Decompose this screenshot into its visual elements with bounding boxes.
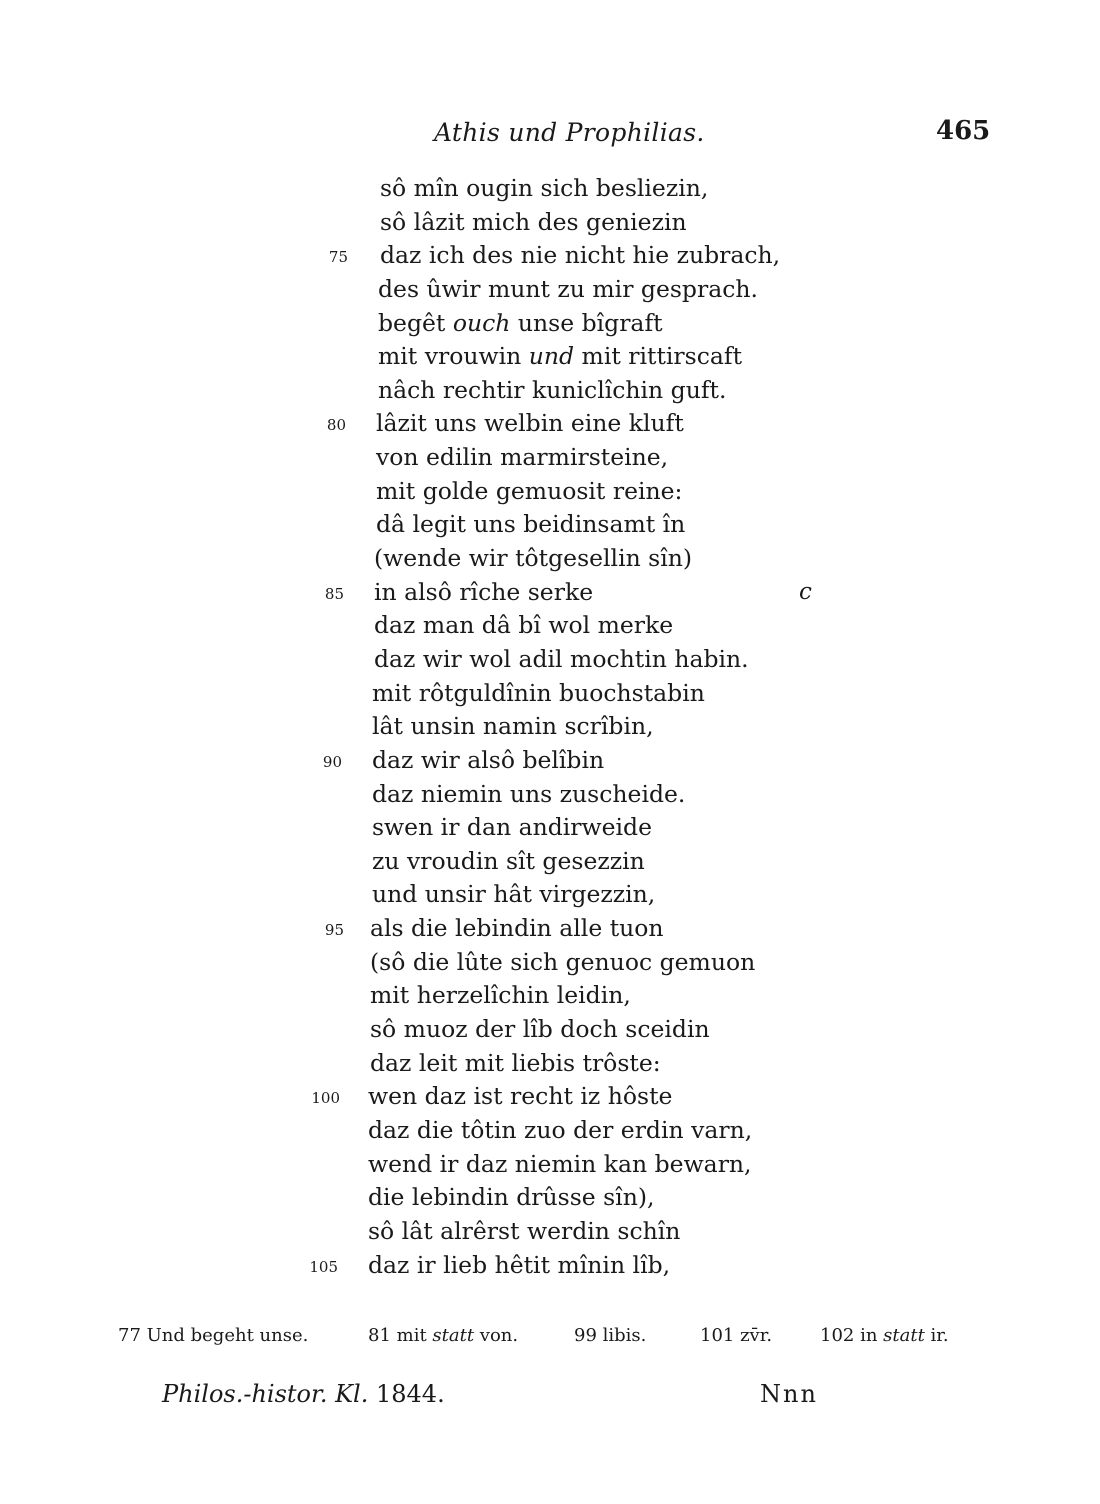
verse-text: (wende wir tôtgesellin sîn) xyxy=(374,544,693,573)
verse-line xyxy=(0,677,1100,711)
verse-text: daz niemin uns zuscheide. xyxy=(372,779,686,808)
verse-line xyxy=(0,1181,1100,1215)
verse-line xyxy=(0,744,1100,778)
verse-text: begêt ouch unse bîgraft xyxy=(378,308,663,337)
page-number: 465 xyxy=(936,116,991,146)
verse-text: daz ir lieb hêtit mînin lîb, xyxy=(368,1250,671,1279)
verse-line xyxy=(0,172,1100,206)
verse-line xyxy=(0,542,1100,576)
verse-text: in alsô rîche serke xyxy=(374,577,594,606)
verse-text: zu vroudin sît gesezzin xyxy=(372,846,645,875)
line-number: 105 xyxy=(309,1257,338,1276)
line-number: 85 xyxy=(324,584,344,603)
verse-text: und unsir hât virgezzin, xyxy=(372,880,656,909)
printer-signature: Nnn xyxy=(760,1380,818,1408)
verse-line xyxy=(0,1080,1100,1114)
verse-text: dâ legit uns beidinsamt în xyxy=(376,510,686,539)
verse-line xyxy=(0,643,1100,677)
verse-text: die lebindin drûsse sîn), xyxy=(368,1183,655,1212)
verse-line xyxy=(0,407,1100,441)
verse-text: als die lebindin alle tuon xyxy=(370,914,664,943)
verse-line xyxy=(0,845,1100,879)
verse-line xyxy=(0,340,1100,374)
verse-text: des ûwir munt zu mir gesprach. xyxy=(378,274,758,303)
verse-line xyxy=(0,1148,1100,1182)
verse-line xyxy=(0,475,1100,509)
verse-line xyxy=(0,1013,1100,1047)
footnote: 102 in statt ir. xyxy=(820,1325,949,1346)
verse-line xyxy=(0,206,1100,240)
verse-line xyxy=(0,1249,1100,1283)
line-number: 90 xyxy=(322,752,342,771)
footnote: 101 zv̄r. xyxy=(700,1325,773,1346)
verse-text: lâzit uns welbin eine kluft xyxy=(376,409,684,438)
verse-text: mit herzelîchin leidin, xyxy=(370,981,631,1010)
verse-text: daz wir alsô belîbin xyxy=(372,745,605,774)
verse-line xyxy=(0,912,1100,946)
verse-text: (sô die lûte sich genuoc gemuon xyxy=(370,947,756,976)
verse-text: sô lât alrêrst werdin schîn xyxy=(368,1216,681,1245)
footnote: 81 mit statt von. xyxy=(368,1325,519,1346)
verse-text: daz die tôtin zuo der erdin varn, xyxy=(368,1115,753,1144)
verse-line xyxy=(0,307,1100,341)
poem-text xyxy=(0,172,1100,1282)
verse-line xyxy=(0,811,1100,845)
verse-text: wen daz ist recht iz hôste xyxy=(368,1082,673,1111)
line-number: 80 xyxy=(326,416,346,435)
verse-text: daz man dâ bî wol merke xyxy=(374,611,674,640)
verse-text: lât unsin namin scrîbin, xyxy=(372,712,654,741)
line-number: 75 xyxy=(328,248,348,267)
verse-text: daz ich des nie nicht hie zubrach, xyxy=(380,241,781,270)
footnote: 99 libis. xyxy=(574,1325,647,1346)
verse-text: nâch rechtir kuniclîchin guft. xyxy=(378,375,727,404)
verse-text: mit vrouwin und mit rittirscaft xyxy=(378,342,743,371)
verse-text: swen ir dan andirweide xyxy=(372,813,652,842)
footer-series-name: Philos.-histor. Kl. xyxy=(162,1380,369,1408)
line-number: 100 xyxy=(311,1089,340,1108)
verse-text: sô mîn ougin sich besliezin, xyxy=(380,174,709,202)
verse-line xyxy=(0,979,1100,1013)
footnote: 77 Und begeht unse. xyxy=(118,1325,309,1346)
verse-line xyxy=(0,239,1100,273)
verse-text: sô muoz der lîb doch sceidin xyxy=(370,1015,710,1044)
verse-line xyxy=(0,1047,1100,1081)
verse-text: daz leit mit liebis trôste: xyxy=(370,1048,661,1077)
footer-year: 1844. xyxy=(375,1380,445,1408)
verse-line xyxy=(0,508,1100,542)
verse-line xyxy=(0,374,1100,408)
verse-text: mit rôtguldînin buochstabin xyxy=(372,678,705,707)
verse-line xyxy=(0,1215,1100,1249)
verse-line xyxy=(0,441,1100,475)
verse-line xyxy=(0,1114,1100,1148)
verse-text: daz wir wol adil mochtin habin. xyxy=(374,644,749,673)
verse-line xyxy=(0,710,1100,744)
verse-text: wend ir daz niemin kan bewarn, xyxy=(368,1149,752,1178)
verse-line xyxy=(0,946,1100,980)
verse-text: mit golde gemuosit reine: xyxy=(376,476,683,505)
footer-series xyxy=(162,1380,445,1408)
running-title: Athis und Prophilias. xyxy=(434,118,705,147)
verse-line xyxy=(0,778,1100,812)
line-number: 95 xyxy=(324,921,344,940)
verse-line xyxy=(0,273,1100,307)
verse-text: sô lâzit mich des geniezin xyxy=(380,207,687,236)
verse-line xyxy=(0,878,1100,912)
verse-text: von edilin marmirsteine, xyxy=(376,443,669,472)
verse-line xyxy=(0,609,1100,643)
margin-mark: c xyxy=(799,578,812,605)
verse-line xyxy=(0,576,1100,610)
